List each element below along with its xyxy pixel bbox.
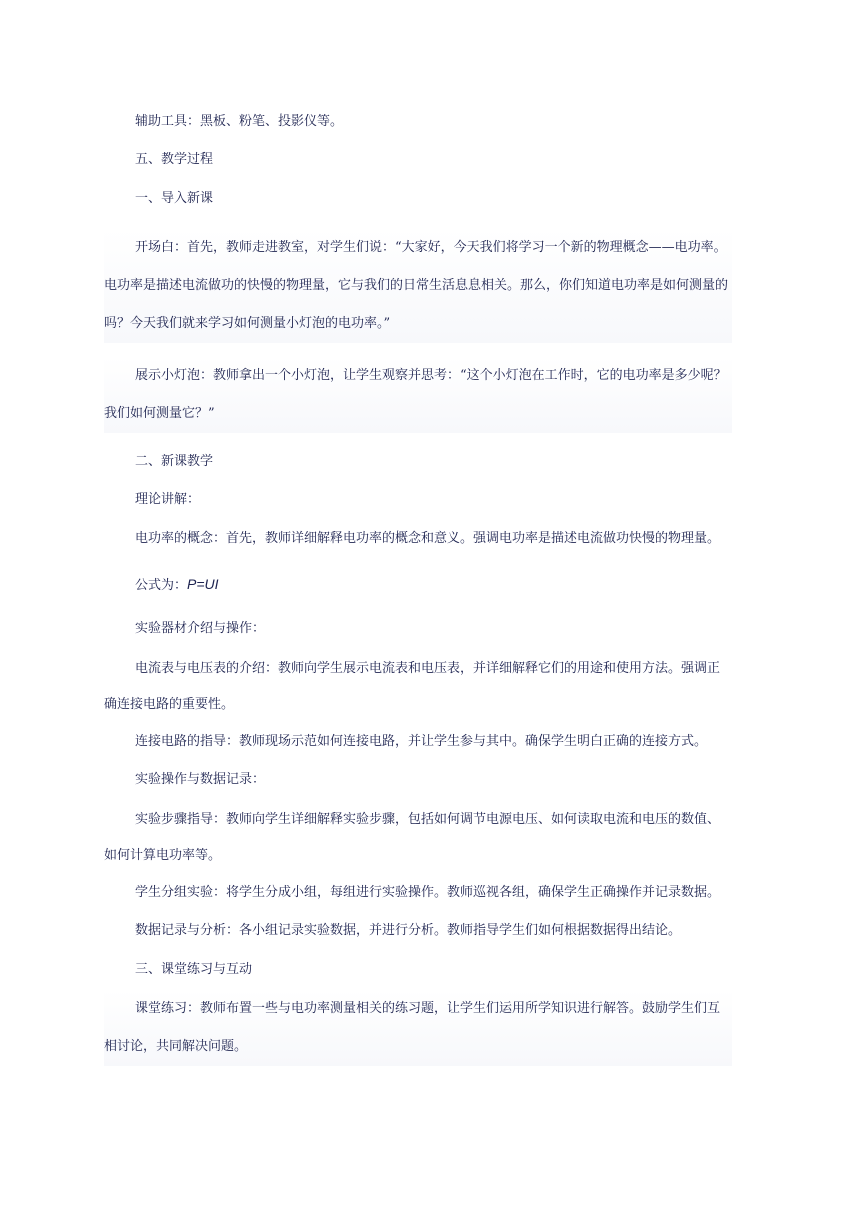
meters-paragraph: 电流表与电压表的介绍：教师向学生展示电流表和电压表，并详细解释它们的用途和使用方法。强调正确连接电路的重要性。 (104, 661, 721, 712)
opening-paragraph: 开场白：首先，教师走进教室，对学生们说：“大家好，今天我们将学习一个新的物理概念——电功率。电功率是描述电流做功的快慢的物理量，它与我们的日常生活息息相关。那么，你们知道电功率是如何测量的吗？今天我们就来学习如何测量小灯泡的电功率。” (104, 229, 732, 343)
concept-paragraph: 电功率的概念：首先，教师详细解释电功率的概念和意义。强调电功率是描述电流做功快慢的物理量。 (135, 531, 721, 546)
part-heading-new-lesson: 二、新课教学 (135, 454, 214, 469)
formula-line (104, 575, 732, 595)
theory-heading: 理论讲解： (135, 492, 201, 507)
formula: P=UI (187, 576, 219, 592)
experiment-heading: 实验操作与数据记录： (135, 772, 266, 787)
groups-paragraph: 学生分组实验：将学生分成小组，每组进行实验操作。教师巡视各组，确保学生正确操作并记录数据。 (135, 885, 721, 900)
circuit-paragraph: 连接电路的指导：教师现场示范如何连接电路，并让学生参与其中。确保学生明白正确的连接方式。 (135, 734, 708, 749)
practice-paragraph: 课堂练习：教师布置一些与电功率测量相关的练习题，让学生们运用所学知识进行解答。鼓励学生们互相讨论，共同解决问题。 (104, 990, 732, 1066)
aux-tools-paragraph: 辅助工具：黑板、粉笔、投影仪等。 (135, 114, 344, 129)
data-paragraph: 数据记录与分析：各小组记录实验数据，并进行分析。教师指导学生们如何根据数据得出结论。 (135, 923, 682, 938)
part-heading-introduction: 一、导入新课 (135, 191, 214, 206)
formula-label: 公式为： (135, 578, 188, 593)
steps-paragraph: 实验步骤指导：教师向学生详细解释实验步骤，包括如何调节电源电压、如何读取电流和电压的数值、如何计算电功率等。 (104, 812, 721, 863)
show-bulb-paragraph: 展示小灯泡：教师拿出一个小灯泡，让学生观察并思考：“这个小灯泡在工作时，它的电功率是多少呢？我们如何测量它？” (104, 357, 732, 433)
section-heading-teaching-process: 五、教学过程 (135, 152, 214, 167)
equipment-heading: 实验器材介绍与操作： (135, 621, 266, 636)
part-heading-practice: 三、课堂练习与互动 (135, 962, 253, 977)
